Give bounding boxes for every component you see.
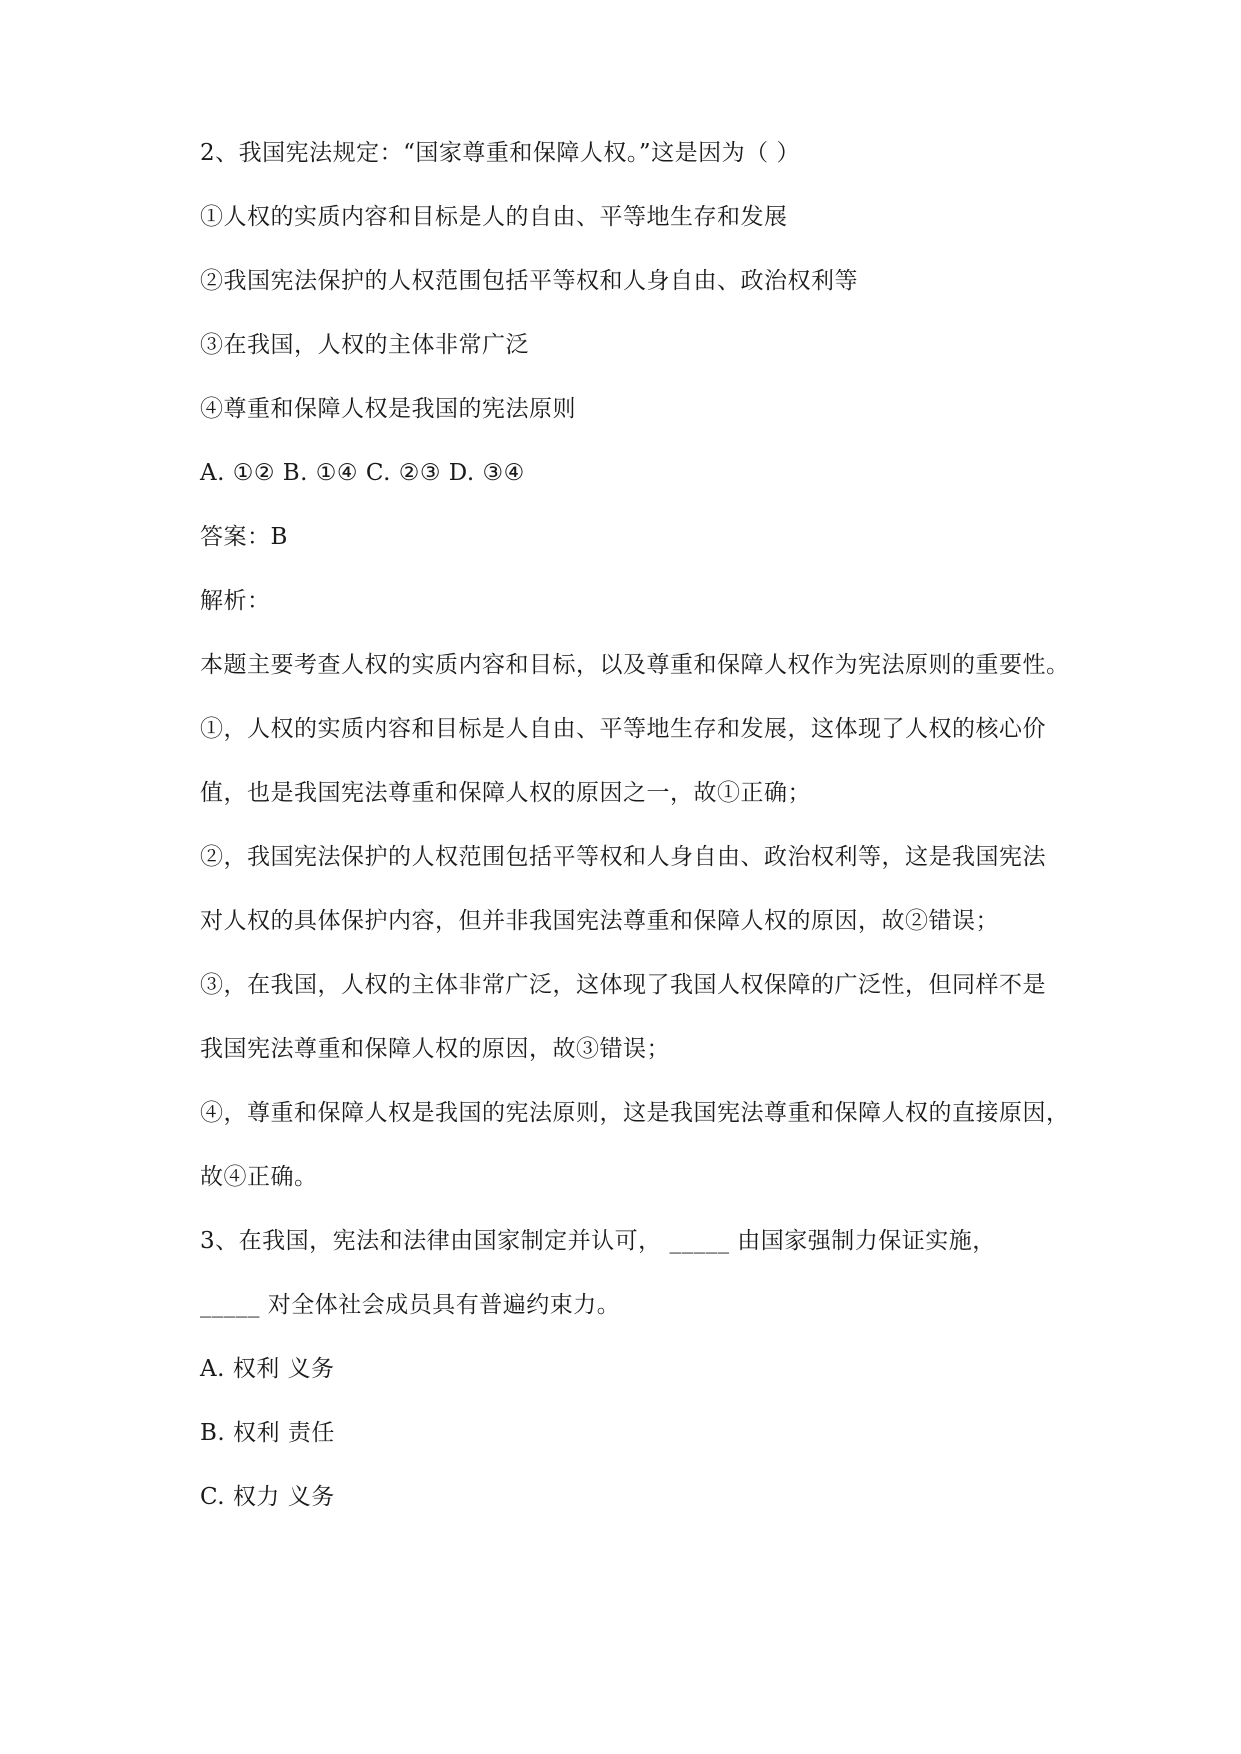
analysis-line: 对人权的具体保护内容，但并非我国宪法尊重和保障人权的原因，故②错误；	[200, 908, 999, 934]
question-2-options: A. ①② B. ①④ C. ②③ D. ③④	[200, 460, 525, 486]
question-3-stem: 3、在我国，宪法和法律由国家制定并认可， _____ 由国家强制力保证实施，	[200, 1228, 996, 1254]
question-3-stem: _____ 对全体社会成员具有普遍约束力。	[200, 1292, 621, 1318]
analysis-line: ④，尊重和保障人权是我国的宪法原则，这是我国宪法尊重和保障人权的直接原因，	[200, 1100, 1070, 1126]
question-3-option-a: A. 权利 义务	[200, 1356, 335, 1382]
question-2-answer: 答案：B	[200, 524, 288, 550]
statement-1: ①人权的实质内容和目标是人的自由、平等地生存和发展	[200, 204, 788, 230]
analysis-line: 我国宪法尊重和保障人权的原因，故③错误；	[200, 1036, 670, 1062]
statement-4: ④尊重和保障人权是我国的宪法原则	[200, 396, 576, 422]
question-3-option-c: C. 权力 义务	[200, 1484, 335, 1510]
analysis-label: 解析：	[200, 588, 271, 614]
analysis-line: 本题主要考查人权的实质内容和目标，以及尊重和保障人权作为宪法原则的重要性。	[200, 652, 1070, 678]
analysis-line: ①，人权的实质内容和目标是人自由、平等地生存和发展，这体现了人权的核心价	[200, 716, 1046, 742]
statement-2: ②我国宪法保护的人权范围包括平等权和人身自由、政治权利等	[200, 268, 858, 294]
analysis-line: ②，我国宪法保护的人权范围包括平等权和人身自由、政治权利等，这是我国宪法	[200, 844, 1046, 870]
question-3-option-b: B. 权利 责任	[200, 1420, 335, 1446]
analysis-line: 值，也是我国宪法尊重和保障人权的原因之一，故①正确；	[200, 780, 811, 806]
statement-3: ③在我国，人权的主体非常广泛	[200, 332, 529, 358]
analysis-line: ③，在我国，人权的主体非常广泛，这体现了我国人权保障的广泛性，但同样不是	[200, 972, 1046, 998]
analysis-line: 故④正确。	[200, 1164, 318, 1190]
question-2-stem: 2、我国宪法规定：“国家尊重和保障人权。”这是因为（ ）	[200, 140, 800, 166]
